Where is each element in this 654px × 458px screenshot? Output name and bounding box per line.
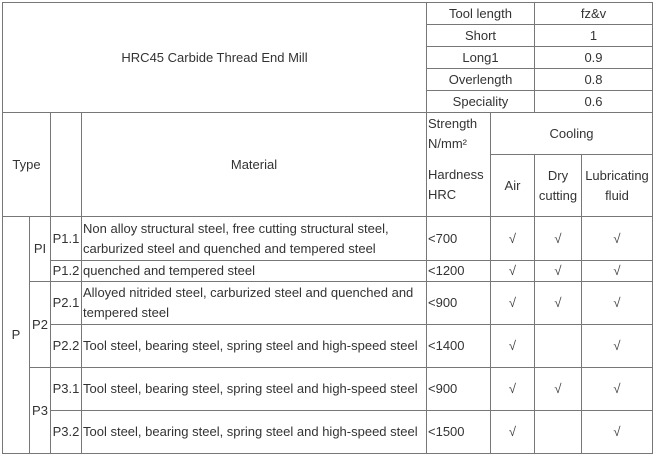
lubricating-check: √ [582, 325, 653, 368]
row-code: P1.1 [51, 217, 82, 261]
group-label: P [3, 217, 30, 454]
lubricating-check: √ [582, 411, 653, 454]
tool-length-header: Tool length [427, 3, 535, 25]
material-header: Material [82, 113, 427, 217]
air-check: √ [491, 282, 535, 325]
subgroup-label: P3 [30, 368, 51, 454]
feed-speed-header: fz&v [535, 3, 653, 25]
thread-end-mill-table [2, 2, 653, 454]
tool-length-value: 0.8 [535, 69, 653, 91]
row-strength: <900 [427, 368, 491, 411]
lubricating-fluid-header: Lubricating fluid [582, 155, 653, 217]
row-code: P3.1 [51, 368, 82, 411]
row-strength: <900 [427, 282, 491, 325]
dry-check [535, 411, 582, 454]
row-code: P3.2 [51, 411, 82, 454]
strength-header: Strength N/mm² [427, 113, 491, 155]
subgroup-label: PI [30, 217, 51, 282]
tool-length-label: Short [427, 25, 535, 47]
row-material: Tool steel, bearing steel, spring steel and high-speed steel [82, 411, 427, 454]
dry-cutting-header: Dry cutting [535, 155, 582, 217]
tool-length-value: 1 [535, 25, 653, 47]
row-material: Tool steel, bearing steel, spring steel and high-speed steel [82, 325, 427, 368]
row-code: P2.2 [51, 325, 82, 368]
row-strength: <700 [427, 217, 491, 261]
tool-length-label: Overlength [427, 69, 535, 91]
type-header: Type [3, 113, 51, 217]
row-material: Tool steel, bearing steel, spring steel and high-speed steel [82, 368, 427, 411]
dry-check: √ [535, 217, 582, 261]
hardness-header: Hardness HRC [427, 155, 491, 217]
cooling-header: Cooling [491, 113, 653, 155]
air-check: √ [491, 368, 535, 411]
subgroup-label: P2 [30, 282, 51, 368]
type-header-blank [51, 113, 82, 217]
air-check: √ [491, 217, 535, 261]
lubricating-check: √ [582, 261, 653, 282]
row-code: P2.1 [51, 282, 82, 325]
air-check: √ [491, 261, 535, 282]
row-material: Non alloy structural steel, free cutting structural steel, carburized steel and quenched and tempered steel [82, 217, 427, 261]
air-check: √ [491, 325, 535, 368]
lubricating-check: √ [582, 368, 653, 411]
dry-check: √ [535, 282, 582, 325]
tool-length-value: 0.9 [535, 47, 653, 69]
row-strength: <1500 [427, 411, 491, 454]
row-strength: <1200 [427, 261, 491, 282]
air-check: √ [491, 411, 535, 454]
dry-check: √ [535, 261, 582, 282]
tool-length-label: Long1 [427, 47, 535, 69]
tool-length-label: Speciality [427, 91, 535, 113]
row-material: quenched and tempered steel [82, 261, 427, 282]
lubricating-check: √ [582, 217, 653, 261]
row-strength: <1400 [427, 325, 491, 368]
table-container [2, 2, 653, 454]
row-material: Alloyed nitrided steel, carburized steel and quenched and tempered steel [82, 282, 427, 325]
row-code: P1.2 [51, 261, 82, 282]
lubricating-check: √ [582, 282, 653, 325]
dry-check: √ [535, 368, 582, 411]
air-header: Air [491, 155, 535, 217]
dry-check [535, 325, 582, 368]
tool-length-value: 0.6 [535, 91, 653, 113]
table-title: HRC45 Carbide Thread End Mill [3, 3, 427, 113]
